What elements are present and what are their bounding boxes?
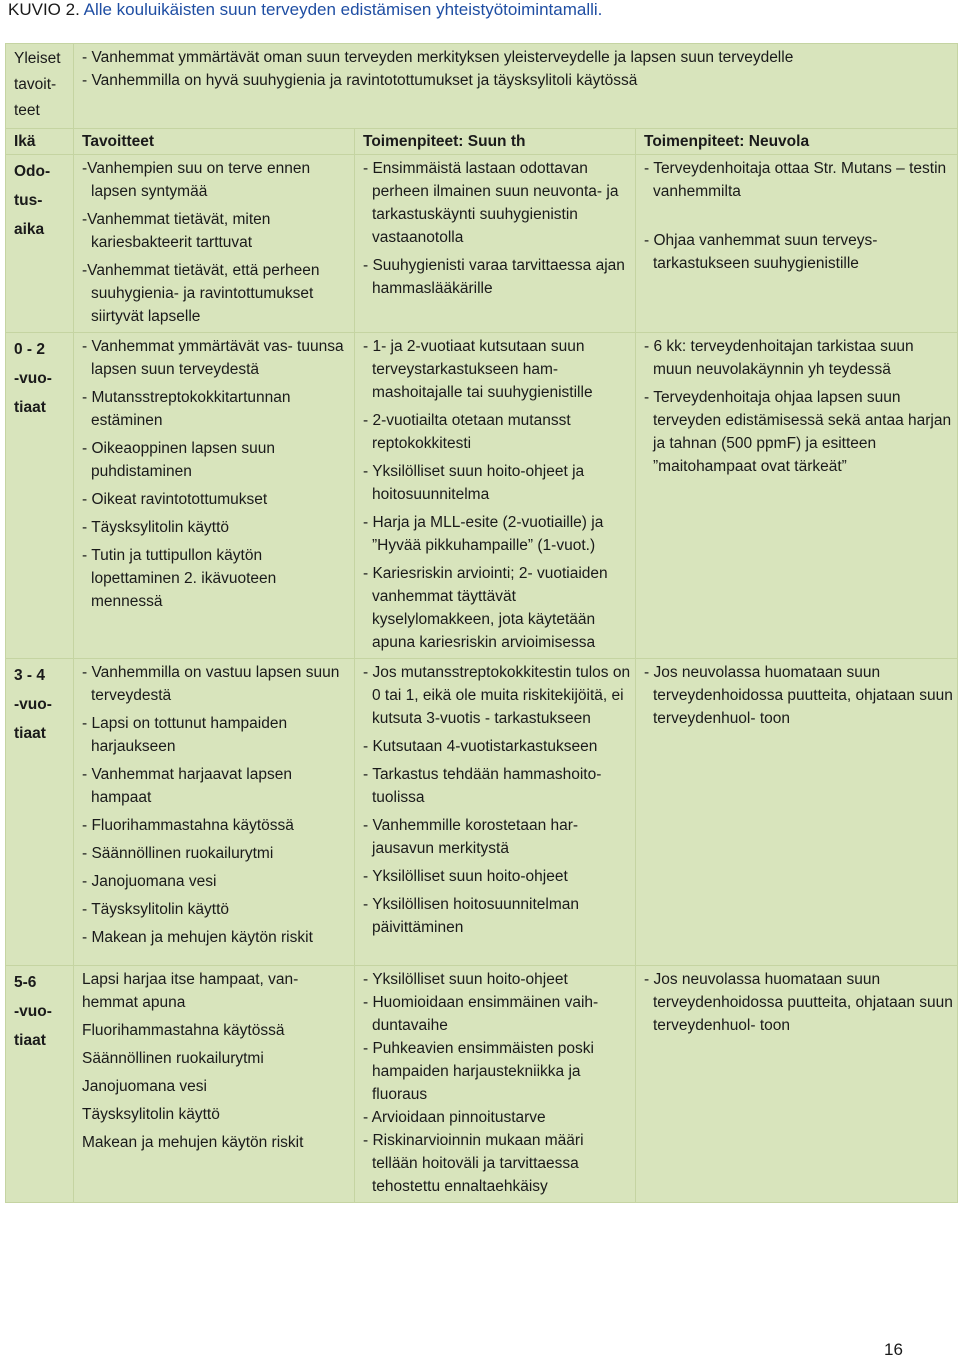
age-cell [6,966,74,1203]
list-item: -Vanhemmat tietävät, että perheen suuhygienia- ja ravintottumukset siirtyvät lapselle [82,262,320,325]
age-line: tiaat [14,399,46,416]
list-item: - Makean ja mehujen käytön riskit [82,929,313,946]
header-row [6,129,958,155]
list-item: -Vanhemmat tietävät, miten kariesbakteerit tarttuvat [82,211,271,251]
goals-cell [74,966,355,1203]
list-item: - Huomioidaan ensimmäinen vaih- duntavaihe [363,994,599,1034]
list-item: - Riskinarvioinnin mukaan määri tellään hoitoväli ja tarvittaessa tehostettu ennaltaehkäisy [363,1132,584,1195]
age-cell [6,659,74,966]
general-label-line: Yleiset [14,50,61,67]
list-item: - 6 kk: terveydenhoitajan tarkistaa suun muun neuvolakäynnin yh teydessä [644,338,914,378]
age-line: -vuo- [14,370,52,387]
header-goals: Tavoitteet [74,129,355,155]
clinic-cell [636,155,958,333]
list-item: - Mutansstreptokokkitartunnan estäminen [82,389,291,429]
table-row [6,966,958,1203]
table-row [6,333,958,659]
list-item: - Vanhemmilla on vastuu lapsen suun terveydestä [82,664,340,704]
age-line: Odo- [14,163,51,180]
list-item: - Tarkastus tehdään hammashoito- tuolissa [363,766,602,806]
health-promotion-table [5,43,958,1203]
age-line: 3 - 4 [14,667,46,684]
list-item: - Harja ja MLL-esite (2-vuotiaille) ja ”Hyvää pikkuhampaille” (1-vuot.) [363,514,604,554]
list-item: - Jos neuvolassa huomataan suun terveydenhoidossa puutteita, ohjataan suun terveydenhuol- toon [644,971,953,1034]
clinic-cell [636,333,958,659]
list-item: -Vanhempien suu on terve ennen lapsen syntymää [82,160,311,200]
list-item: - Säännöllinen ruokailurytmi [82,845,274,862]
age-line: tiaat [14,1032,46,1049]
age-line: aika [14,221,45,238]
list-item: - Fluorihammastahna käytössä [82,817,294,834]
clinic-cell [636,966,958,1203]
general-goal-item: - Vanhemmat ymmärtävät oman suun terveyden merkityksen yleisterveydelle ja lapsen suun terveydelle [82,49,794,66]
list-item: - Ensimmäistä lastaan odottavan perheen ilmainen suun neuvonta- ja tarkastuskäynti suuhygienistin vastaanotolla [363,160,619,246]
age-line: -vuo- [14,1003,52,1020]
figure-caption: Alle kouluikäisten suun terveyden edistämisen yhteistyötoimintamalli. [83,0,603,19]
goals-cell [74,333,355,659]
list-item: - Yksilölliset suun hoito-ohjeet [363,868,568,885]
list-item: - Yksilöllisen hoitosuunnitelman päivittäminen [363,896,579,936]
list-item: Janojuomana vesi [82,1078,207,1095]
dental-cell [355,966,636,1203]
dental-cell [355,155,636,333]
list-item: - Terveydenhoitaja ottaa Str. Mutans – testin vanhemmilta [644,160,947,200]
general-goals-label [6,44,74,129]
list-item: Täysksylitolin käyttö [82,1106,220,1123]
list-item: - Kutsutaan 4-vuotistarkastukseen [363,738,598,755]
age-line: tus- [14,192,43,209]
dental-cell [355,659,636,966]
header-clinic: Toimenpiteet: Neuvola [636,129,958,155]
general-goals-row [6,44,958,129]
general-label-line: teet [14,102,40,119]
list-item: - Oikeat ravintotottumukset [82,491,268,508]
list-item: Fluorihammastahna käytössä [82,1022,285,1039]
dental-cell [355,333,636,659]
list-item: - Kariesriskin arviointi; 2- vuotiaiden vanhemmat täyttävät kyselylomakkeen, jota käytetään apuna kariesriskin arvioimisessa [363,565,608,651]
header-age: Ikä [6,129,74,155]
general-goal-item: - Vanhemmilla on hyvä suuhygienia ja ravintotottumukset ja täysksylitoli käytössä [82,72,638,89]
list-item: - Vanhemmat harjaavat lapsen hampaat [82,766,292,806]
list-item: Lapsi harjaa itse hampaat, van- hemmat apuna [82,971,299,1011]
list-item: - Puhkeavien ensimmäisten poski hampaiden harjaustekniikka ja fluoraus [363,1040,594,1103]
list-item: - Jos mutansstreptokokkitestin tulos on 0 tai 1, eikä ole muita riskitekijöitä, ei kutsuta 3-vuotis - tarkastukseen [363,664,631,727]
figure-title [8,0,602,20]
list-item: Säännöllinen ruokailurytmi [82,1050,264,1067]
list-item: - 1- ja 2-vuotiaat kutsutaan suun terveystarkastukseen ham- mashoitajalle tai suuhygienistille [363,338,593,401]
age-line: tiaat [14,725,46,742]
age-line: 5-6 [14,974,37,991]
age-line: -vuo- [14,696,52,713]
list-item: - Vanhemmat ymmärtävät vas- tuunsa lapsen suun terveydestä [82,338,344,378]
list-item: - Tutin ja tuttipullon käytön lopettaminen 2. ikävuoteen mennessä [82,547,277,610]
list-item: - Yksilölliset suun hoito-ohjeet [363,971,568,988]
age-cell [6,333,74,659]
table-row [6,659,958,966]
list-item: Makean ja mehujen käytön riskit [82,1134,304,1151]
list-item: - Vanhemmille korostetaan har- jausavun merkitystä [363,817,579,857]
list-item: - Täysksylitolin käyttö [82,901,230,918]
goals-cell [74,659,355,966]
list-item: - Lapsi on tottunut hampaiden harjaukseen [82,715,288,755]
figure-number: KUVIO 2. [8,0,80,19]
list-item: - 2-vuotiailta otetaan mutansst reptokokkitesti [363,412,571,452]
page-number: 16 [884,1340,903,1359]
list-item: - Yksilölliset suun hoito-ohjeet ja hoitosuunnitelma [363,463,585,503]
list-item: - Terveydenhoitaja ohjaa lapsen suun terveyden edistämisessä sekä antaa harjan ja tahnan (500 ppmF) ja esitteen ”maitohampaat ovat tärkeät” [644,389,952,475]
age-line: 0 - 2 [14,341,46,358]
list-item: - Ohjaa vanhemmat suun terveys- tarkastukseen suuhygienistille [644,232,878,272]
table-row [6,155,958,333]
list-item: - Jos neuvolassa huomataan suun terveydenhoidossa puutteita, ohjataan suun terveydenhuol- toon [644,664,953,727]
list-item: - Arvioidaan pinnoitustarve [363,1109,546,1126]
general-label-line: tavoit- [14,76,57,93]
goals-cell [74,155,355,333]
list-item: - Oikeaoppinen lapsen suun puhdistaminen [82,440,276,480]
clinic-cell [636,659,958,966]
list-item: - Suuhygienisti varaa tarvittaessa ajan hammaslääkärille [363,257,625,297]
list-item: - Janojuomana vesi [82,873,217,890]
age-cell [6,155,74,333]
list-item: - Täysksylitolin käyttö [82,519,230,536]
header-dental: Toimenpiteet: Suun th [355,129,636,155]
general-goals-content [74,44,958,129]
